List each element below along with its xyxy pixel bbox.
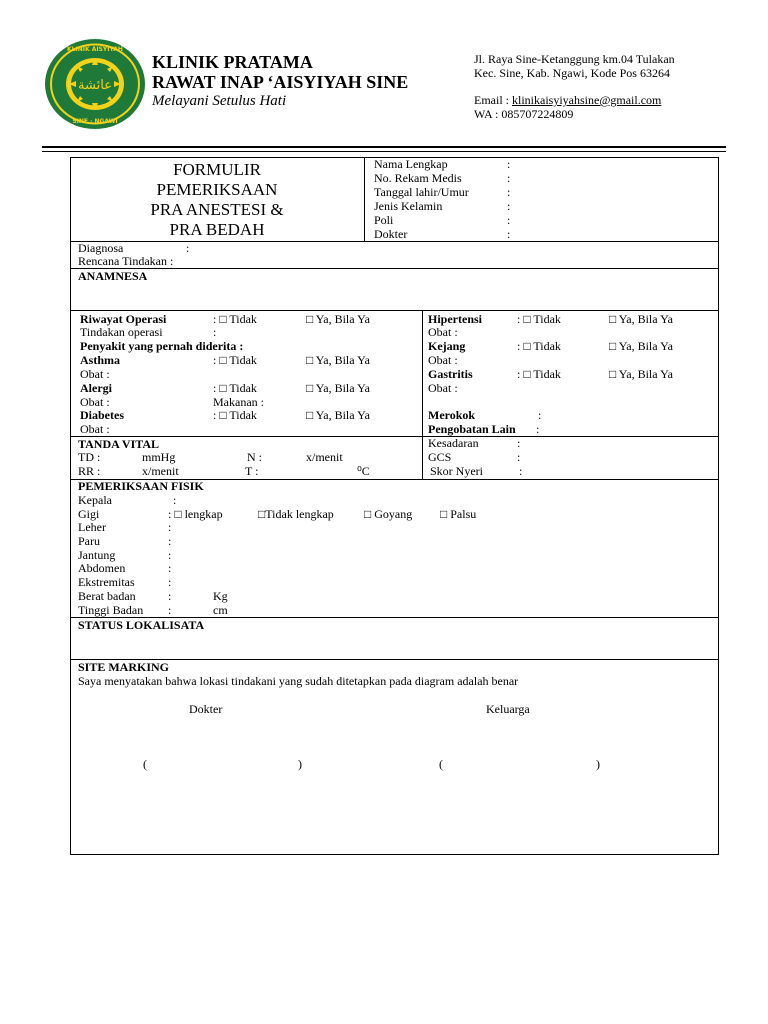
title-line2: PEMERIKSAAN [156, 180, 278, 199]
fisik-berat-badan-colon: : [168, 589, 172, 603]
gastritis-obat: Obat : [428, 381, 458, 395]
tindakan-operasi-colon: : [213, 325, 217, 339]
status-lokalisata-heading: STATUS LOKALISATA [78, 618, 205, 632]
fisik-ekstremitas: Ekstremitas [78, 575, 135, 589]
diabetes-obat: Obat : [80, 422, 110, 436]
diabetes-label: Diabetes [80, 408, 124, 422]
fisik-abdomen-colon: : [168, 561, 172, 575]
rule-after-anamnesa [70, 310, 719, 311]
field-jenis-kelamin: Jenis Kelamin [374, 199, 443, 213]
penyakit-label: Penyakit yang pernah diderita : [80, 339, 244, 353]
fisik-berat-badan: Berat badan [78, 589, 136, 603]
fisik-tinggi-badan-colon: : [168, 603, 172, 617]
hipertensi-label: Hipertensi [428, 312, 482, 326]
rencana-tindakan-label: Rencana Tindakan : [78, 254, 174, 268]
riwayat-operasi-tidak[interactable]: : □ Tidak [213, 312, 257, 326]
colon-nama: : [507, 157, 511, 171]
tanda-vital-heading: TANDA VITAL [78, 437, 160, 451]
skor-nyeri-label: Skor Nyeri [430, 464, 483, 478]
site-marking-statement: Saya menyatakan bahwa lokasi tindakani yang sudah ditetapkan pada diagram adalah benar [78, 674, 519, 688]
pemeriksaan-fisik-heading: PEMERIKSAAN FISIK [78, 479, 204, 493]
fisik-gigi: Gigi [78, 507, 100, 521]
title-line1: FORMULIR [173, 160, 261, 179]
alergi-label: Alergi [80, 381, 112, 395]
asthma-label: Asthma [80, 353, 121, 367]
field-nama: Nama Lengkap [374, 157, 448, 171]
clinic-name-line1: KLINIK PRATAMA [152, 52, 313, 72]
field-rekam-medis: No. Rekam Medis [374, 171, 462, 185]
fisik-kepala: Kepala [78, 493, 112, 507]
signature-dokter-close: ) [298, 757, 302, 771]
fisik-jantung-colon: : [168, 548, 172, 562]
gcs-label: GCS [428, 450, 452, 464]
colon-dokter: : [507, 227, 511, 241]
merokok-colon: : [538, 408, 542, 422]
kejang-tidak[interactable]: : □ Tidak [517, 339, 561, 353]
history-divider [422, 310, 423, 480]
diabetes-ya[interactable]: □ Ya, Bila Ya [306, 408, 370, 422]
diagnosa-colon: : [186, 241, 190, 255]
fisik-paru: Paru [78, 534, 100, 548]
kesadaran-colon: : [517, 436, 521, 450]
header-rule-thin [42, 151, 726, 152]
diagnosa-label: Diagnosa [78, 241, 124, 255]
pengobatan-lain-label: Pengobatan Lain [428, 422, 516, 436]
rule-after-history [70, 436, 719, 437]
address-line1: Jl. Raya Sine-Ketanggung km.04 Tulakan [474, 52, 675, 66]
colon-poli: : [507, 213, 511, 227]
fisik-ekstremitas-colon: : [168, 575, 172, 589]
wa-number: WA : 085707224809 [474, 107, 574, 121]
signature-keluarga-close: ) [596, 757, 600, 771]
field-dokter: Dokter [374, 227, 408, 241]
header-rule-thick [42, 146, 726, 148]
kejang-label: Kejang [428, 339, 466, 353]
address-line2: Kec. Sine, Kab. Ngawi, Kode Pos 63264 [474, 66, 670, 80]
fisik-leher: Leher [78, 520, 106, 534]
gigi-palsu[interactable]: □ Palsu [440, 507, 477, 521]
title-line3: PRA ANESTESI & [150, 200, 284, 219]
merokok-label: Merokok [428, 408, 476, 422]
logo-top-text: KLINIK AISYIYAH [67, 46, 123, 53]
nadi-label: N : [247, 450, 262, 464]
gigi-lengkap[interactable]: : □ lengkap [168, 507, 223, 521]
nadi-unit: x/menit [306, 450, 343, 464]
fisik-tinggi-badan: Tinggi Badan [78, 603, 144, 617]
alergi-obat: Obat : [80, 395, 110, 409]
colon-jenis-kelamin: : [507, 199, 511, 213]
kesadaran-label: Kesadaran [428, 436, 479, 450]
fisik-leher-colon: : [168, 520, 172, 534]
asthma-tidak[interactable]: : □ Tidak [213, 353, 257, 367]
gigi-tidak-lengkap[interactable]: □Tidak lengkap [258, 507, 334, 521]
email-link[interactable]: klinikaisyiyahsine@gmail.com [512, 93, 662, 107]
email-label: Email : [474, 93, 512, 107]
form-title [70, 160, 364, 240]
gigi-goyang[interactable]: □ Goyang [364, 507, 413, 521]
fisik-kepala-colon: : [173, 493, 177, 507]
fisik-jantung: Jantung [78, 548, 116, 562]
gcs-colon: : [517, 450, 521, 464]
td-unit: mmHg [142, 450, 176, 464]
clinic-name-line2: RAWAT INAP ‘AISYIYAH SINE [152, 72, 409, 92]
field-tanggal-lahir: Tanggal lahir/Umur [374, 185, 469, 199]
pengobatan-lain-colon: : [536, 422, 540, 436]
hipertensi-obat: Obat : [428, 325, 458, 339]
signature-dokter-label: Dokter [189, 702, 223, 716]
hipertensi-tidak[interactable]: : □ Tidak [517, 312, 561, 326]
alergi-ya[interactable]: □ Ya, Bila Ya [306, 381, 370, 395]
skor-nyeri-colon: : [519, 464, 523, 478]
rr-label: RR : [78, 464, 101, 478]
tindakan-operasi-label: Tindakan operasi [80, 325, 163, 339]
kejang-ya[interactable]: □ Ya, Bila Ya [609, 339, 673, 353]
kejang-obat: Obat : [428, 353, 458, 367]
gastritis-tidak[interactable]: : □ Tidak [517, 367, 561, 381]
riwayat-operasi-label: Riwayat Operasi [80, 312, 167, 326]
signature-keluarga-label: Keluarga [486, 702, 530, 716]
colon-tanggal-lahir: : [507, 185, 511, 199]
tinggi-badan-unit: cm [213, 603, 228, 617]
suhu-label: T : [245, 464, 259, 478]
gastritis-ya[interactable]: □ Ya, Bila Ya [609, 367, 673, 381]
hipertensi-ya[interactable]: □ Ya, Bila Ya [609, 312, 673, 326]
clinic-logo [44, 38, 146, 130]
alergi-makanan: Makanan : [213, 395, 264, 409]
logo-bottom-text: SINE · NGAWI [72, 118, 118, 125]
rr-unit: x/menit [142, 464, 179, 478]
fisik-paru-colon: : [168, 534, 172, 548]
title-line4: PRA BEDAH [169, 220, 265, 239]
berat-badan-unit: Kg [213, 589, 228, 603]
clinic-tagline: Melayani Setulus Hati [152, 93, 287, 109]
asthma-ya[interactable]: □ Ya, Bila Ya [306, 353, 370, 367]
rule-after-title [70, 241, 719, 242]
fisik-abdomen: Abdomen [78, 561, 126, 575]
diabetes-tidak[interactable]: : □ Tidak [213, 408, 257, 422]
signature-dokter-open: ( [143, 757, 147, 771]
rule-after-diagnosa [70, 268, 719, 269]
alergi-tidak[interactable]: : □ Tidak [213, 381, 257, 395]
colon-rekam-medis: : [507, 171, 511, 185]
logo-center-text: ﻋﺎﺋﺸﺔ [78, 78, 112, 93]
signature-keluarga-open: ( [439, 757, 443, 771]
field-poli: Poli [374, 213, 394, 227]
anamnesa-heading: ANAMNESA [78, 269, 148, 283]
td-label: TD : [78, 450, 101, 464]
asthma-obat: Obat : [80, 367, 110, 381]
site-marking-heading: SITE MARKING [78, 660, 170, 674]
title-divider [364, 157, 365, 241]
email-row [474, 94, 661, 107]
riwayat-operasi-ya[interactable]: □ Ya, Bila Ya [306, 312, 370, 326]
suhu-unit: ⁰C [357, 464, 370, 478]
gastritis-label: Gastritis [428, 367, 473, 381]
